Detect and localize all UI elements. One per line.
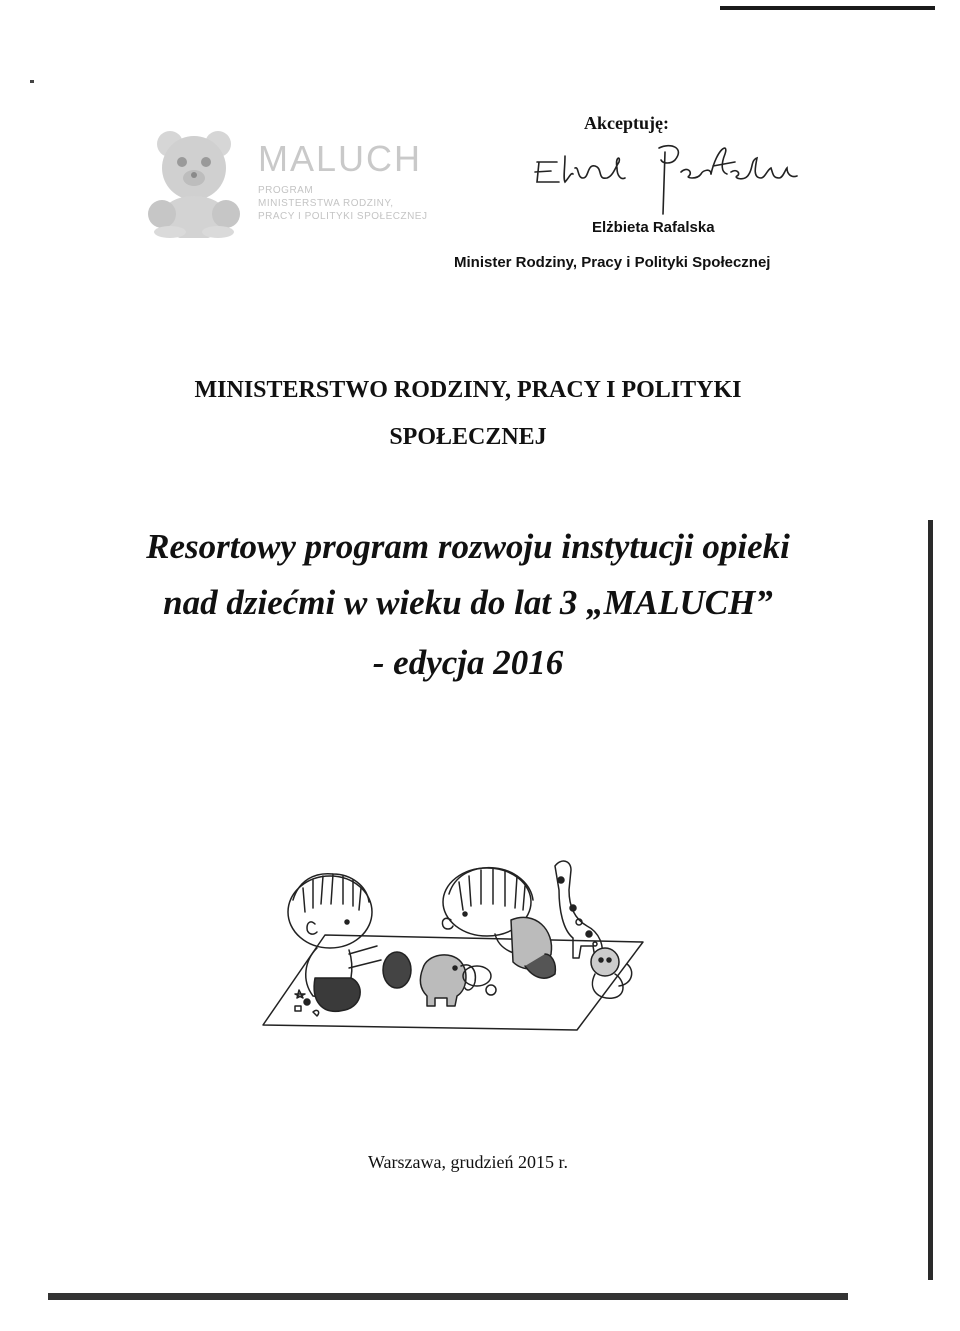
logo-subtitle-line1: PROGRAM (258, 185, 314, 196)
program-edition: - edycja 2016 (372, 643, 564, 682)
maluch-logo (140, 128, 430, 238)
scan-border-bottom (48, 1293, 848, 1300)
logo-subtitle-line3: PRACY I POLITYKI SPOŁECZNEJ (258, 211, 428, 222)
place-and-date: Warszawa, grudzień 2015 r. (368, 1152, 568, 1172)
logo-title: MALUCH (258, 138, 423, 179)
ministry-name-line1: MINISTERSTWO RODZINY, PRACY I POLITYKI (194, 377, 742, 403)
logo-subtitle-line2: MINISTERSTWA RODZINY, (258, 198, 394, 209)
signer-name: Elżbieta Rafalska (592, 219, 715, 236)
teddy-bear-icon (140, 128, 250, 238)
program-title-line2: nad dziećmi w wieku do lat 3 „MALUCH” (163, 583, 773, 622)
scan-speck (30, 80, 34, 83)
ministry-name-line2: SPOŁECZNEJ (389, 424, 547, 450)
children-playing-illustration (255, 850, 655, 1035)
approval-label: Akceptuję: (584, 113, 669, 133)
signer-role: Minister Rodziny, Pracy i Polityki Społecznej (454, 254, 771, 271)
scan-border-top (720, 6, 935, 10)
handwritten-signature (525, 138, 805, 218)
program-title-line1: Resortowy program rozwoju instytucji opieki (146, 527, 790, 566)
